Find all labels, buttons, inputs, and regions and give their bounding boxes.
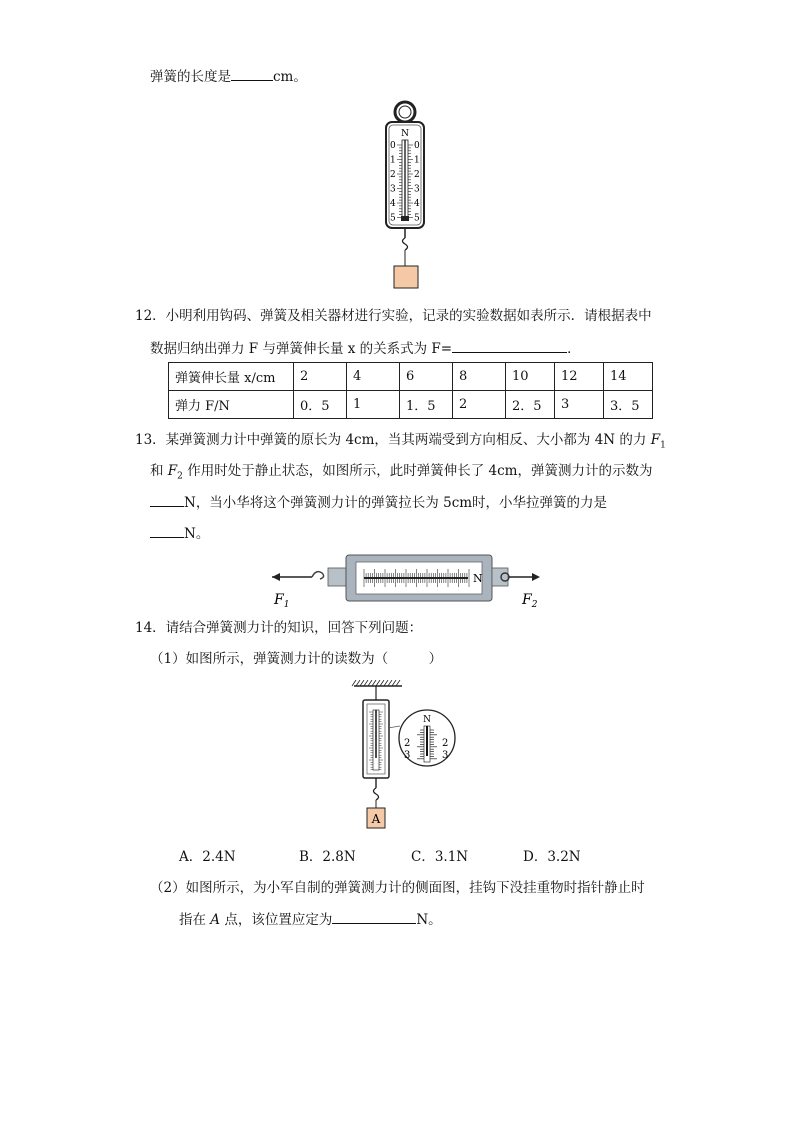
- fig1-tick-label-right: 2: [414, 170, 420, 180]
- fig1-tick-label-right: 1: [414, 155, 420, 166]
- hatch-line: [364, 680, 368, 686]
- table-cell: 14: [604, 363, 653, 391]
- table-cell: 4: [347, 363, 400, 391]
- table-cell: 3: [555, 391, 604, 419]
- hatch-line: [376, 680, 380, 686]
- q14-answer-blank: [332, 909, 416, 924]
- weight-label: A: [371, 812, 381, 826]
- q12-line1: 12．小明利用钩码、弹簧及相关器材进行实验，记录的实验数据如表所示．请根据表中: [135, 308, 652, 324]
- fig3-tick-left-3: 3: [404, 750, 411, 761]
- hatch-line: [380, 680, 384, 686]
- q13-line3: N，当小华将这个弹簧测力计的弹簧拉长为 5cm时，小华拉弹簧的力是: [150, 492, 607, 513]
- fig1-tick-label-right: 5: [414, 213, 420, 224]
- fig1-unit-label: N: [401, 129, 409, 139]
- fig3-tick-right-2: 2: [442, 738, 449, 749]
- fig1-tick-label-left: 4: [390, 199, 396, 209]
- table-header-extension: 弹簧伸长量 x/cm: [169, 363, 294, 391]
- q14-part1: （1）如图所示，弹簧测力计的读数为（ ）: [150, 651, 443, 667]
- table-cell: 3．5: [604, 391, 653, 419]
- q14-part2-line2: 指在 A 点，该位置应定为 N。: [179, 909, 442, 930]
- fig1-tick-label-right: 4: [414, 199, 420, 209]
- q13-answer-blank-2: [150, 523, 184, 538]
- table-cell: 2: [294, 363, 347, 391]
- q13-answer-blank-1: [150, 492, 184, 507]
- option-d[interactable]: D．3.2N: [523, 849, 581, 865]
- hook-icon: [312, 572, 324, 579]
- fig2-label-f2: $F_2$: [522, 592, 538, 610]
- hatch-line: [352, 680, 356, 686]
- q14-title: 14．请结合弹簧测力计的知识，回答下列问题：: [135, 620, 423, 636]
- table-cell: 0．5: [294, 391, 347, 419]
- table-cell: 8: [453, 363, 506, 391]
- fig1-tick-label-left: 0: [390, 141, 396, 151]
- fig1-tick-label-left: 5: [390, 213, 396, 224]
- q12-line2: 数据归纳出弹力 F 与弹簧伸长量 x 的关系式为 F= ．: [150, 338, 581, 359]
- fig3-tick-left-2: 2: [404, 738, 411, 749]
- table-header-force: 弹力 F/N: [169, 391, 294, 419]
- q13-line2: 和 $F_2$ 作用时处于静止状态，如图所示，此时弹簧伸长了 4cm，弹簧测力计的示数为: [150, 463, 653, 482]
- table-cell: 2．5: [506, 391, 555, 419]
- hatch-line: [356, 680, 360, 686]
- table-cell: 12: [555, 363, 604, 391]
- option-a[interactable]: A．2.4N: [179, 849, 236, 865]
- q12-answer-blank: [452, 338, 567, 353]
- spring-scale-figure-1: [380, 100, 436, 292]
- horizontal-spring-scale-figure: [268, 552, 548, 610]
- hatch-line: [360, 680, 364, 686]
- q14-part2-line1: （2）如图所示，为小军自制的弹簧测力计的侧面图，挂钩下没挂重物时指针静止时: [150, 880, 645, 896]
- table-cell: 10: [506, 363, 555, 391]
- q13-line1: 13．某弹簧测力计中弹簧的原长为 4cm，当其两端受到方向相反、大小都为 4N 的力 $F_1$: [135, 432, 666, 451]
- fig1-tick-label-left: 1: [390, 155, 396, 166]
- fig2-unit-label: N: [473, 572, 483, 585]
- table-cell: 2: [453, 391, 506, 419]
- hatch-line: [372, 680, 376, 686]
- hook-icon: [403, 238, 408, 250]
- table-cell: 6: [400, 363, 453, 391]
- fig1-tick-label-right: 0: [414, 141, 420, 151]
- spring-scale-figure-3: [348, 680, 472, 832]
- hook-icon: [374, 788, 379, 800]
- hatch-line: [396, 680, 400, 686]
- q13-line4: N。: [150, 523, 209, 544]
- hatch-line: [368, 680, 372, 686]
- q12-data-table: [168, 362, 653, 419]
- option-c[interactable]: C．3.1N: [411, 849, 469, 865]
- fig1-tick-label-left: 2: [390, 170, 396, 180]
- q11-tail: 弹簧的长度是 cm。: [150, 66, 307, 87]
- hatch-line: [384, 680, 388, 686]
- table-row-extension: [169, 363, 653, 391]
- hatch-line: [388, 680, 392, 686]
- table-cell: 1．5: [400, 391, 453, 419]
- ceiling-hatch: [352, 680, 400, 686]
- arrow-right-icon: [532, 573, 540, 581]
- fig1-tick-label-left: 3: [390, 184, 396, 195]
- fig2-label-f1: $F_1$: [274, 592, 290, 610]
- weight-block: [394, 266, 418, 288]
- fig1-tick-label-right: 3: [414, 184, 420, 195]
- table-cell: 1: [347, 391, 400, 419]
- option-b[interactable]: B．2.8N: [299, 849, 356, 865]
- fig3-tick-right-3: 3: [442, 750, 449, 761]
- arrow-left-icon: [272, 573, 280, 581]
- table-row-force: [169, 391, 653, 419]
- fig3-unit-label: N: [423, 715, 431, 725]
- q11-answer-blank: [231, 66, 273, 81]
- hatch-line: [392, 680, 396, 686]
